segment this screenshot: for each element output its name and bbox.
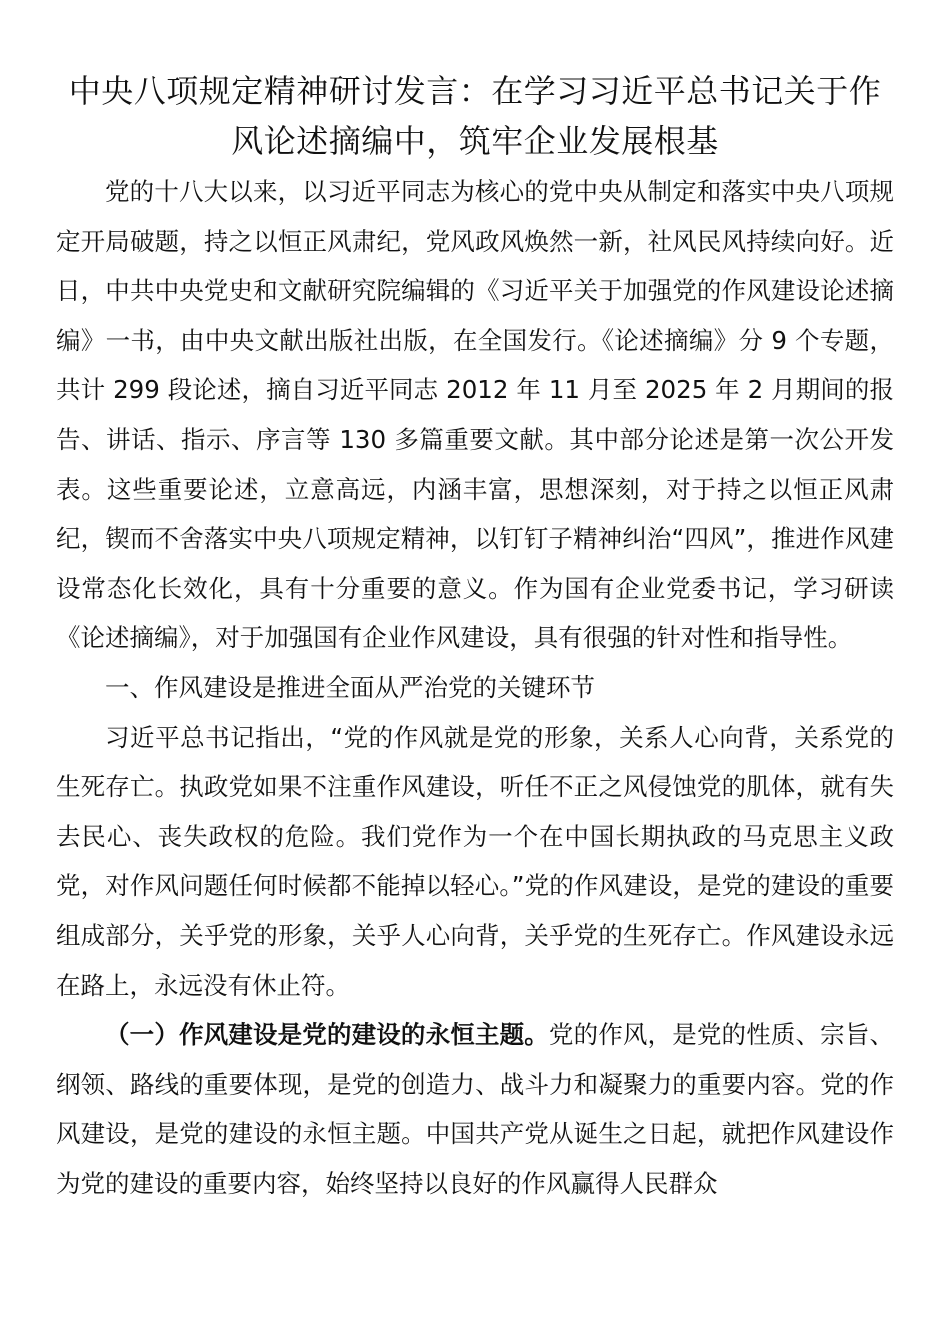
subsection-1-heading: （一）作风建设是党的建设的永恒主题。 bbox=[105, 1020, 549, 1050]
subsection-1-paragraph bbox=[56, 1010, 894, 1208]
document-title: 中央八项规定精神研讨发言：在学习习近平总书记关于作风论述摘编中，筑牢企业发展根基 bbox=[68, 72, 882, 160]
intro-paragraph: 党的十八大以来，以习近平同志为核心的党中央从制定和落实中央八项规定开局破题，持之以恒正风肃纪，党风政风焕然一新，社风民风持续向好。近日，中共中央党史和文献研究院编辑的《习近平关于加强党的作风建设论述摘编》一书，由中央文献出版社出版，在全国发行。《论述摘编》分 9 个专题，共计 299 段论述，摘自习近平同志 2012 年 11 月至 2025 年 2 月期间的报告、讲话、指示、序言等 130 多篇重要文献。其中部分论述是第一次公开发表。这些重要论述，立意高远，内涵丰富，思想深刻，对于持之以恒正风肃纪，锲而不舍落实中央八项规定精神，以钉钉子精神纠治“四风”，推进作风建设常态化长效化，具有十分重要的意义。作为国有企业党委书记，学习研读《论述摘编》，对于加强国有企业作风建设，具有很强的针对性和指导性。 bbox=[56, 177, 894, 653]
section-1-heading: 一、作风建设是推进全面从严治党的关键环节 bbox=[105, 672, 595, 702]
subsection-1-text: 党的作风，是党的性质、宗旨、纲领、路线的重要体现，是党的创造力、战斗力和凝聚力的重要内容。党的作风建设，是党的建设的永恒主题。中国共产党从诞生之日起，就把作风建设作为党的建设的重要内容，始终坚持以良好的作风赢得人民群众 bbox=[56, 1020, 895, 1198]
section-1-paragraph: 习近平总书记指出，“党的作风就是党的形象，关系人心向背，关系党的生死存亡。执政党如果不注重作风建设，听任不正之风侵蚀党的肌体，就有失去民心、丧失政权的危险。我们党作为一个在中国长期执政的马克思主义政党，对作风问题任何时候都不能掉以轻心。”党的作风建设，是党的建设的重要组成部分，关乎党的形象，关乎人心向背，关乎党的生死存亡。作风建设永远在路上，永远没有休止符。 bbox=[56, 722, 894, 1000]
